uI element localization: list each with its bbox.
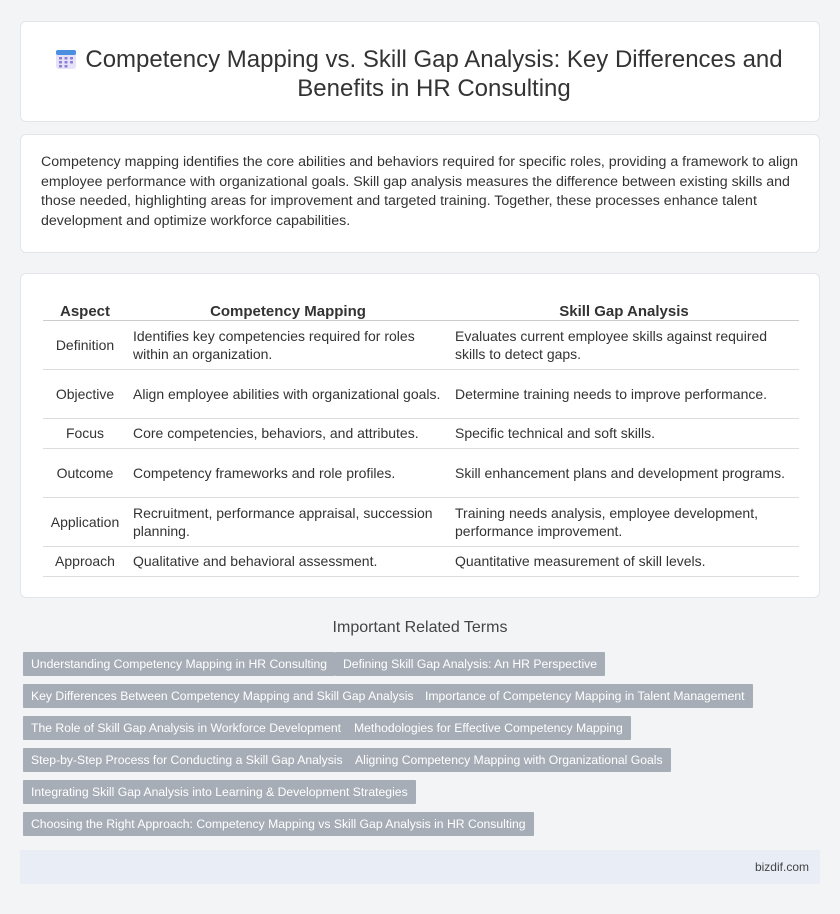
table-row — [43, 418, 799, 448]
related-term-link[interactable]: Integrating Skill Gap Analysis into Learning & Development Strategies — [23, 780, 416, 804]
competency-cell: Competency frameworks and role profiles. — [127, 448, 449, 497]
aspect-cell: Definition — [43, 320, 127, 369]
related-term-link[interactable]: Step-by-Step Process for Conducting a Skill Gap Analysis — [23, 748, 351, 772]
skill-gap-cell: Evaluates current employee skills against required skills to detect gaps. — [449, 320, 799, 369]
related-term-link[interactable]: Importance of Competency Mapping in Talent Management — [417, 684, 753, 708]
table-header-row — [43, 296, 799, 320]
header-aspect: Aspect — [43, 296, 127, 320]
aspect-cell: Approach — [43, 546, 127, 576]
intro-paragraph: Competency mapping identifies the core abilities and behaviors required for specific roles, providing a framework to align employee performance with organizational goals. Skill gap analysis measures the difference between existing skills and those needed, highlighting areas for improvement and targeted training. Together, these processes enhance talent development and optimize workforce capabilities. — [41, 154, 799, 229]
title-card — [20, 21, 820, 122]
skill-gap-cell: Training needs analysis, employee development, performance improvement. — [449, 497, 799, 546]
table-row — [43, 497, 799, 546]
related-term-link[interactable]: Methodologies for Effective Competency Mapping — [346, 716, 631, 740]
competency-cell: Recruitment, performance appraisal, succession planning. — [127, 497, 449, 546]
competency-cell: Identifies key competencies required for roles within an organization. — [127, 320, 449, 369]
skill-gap-cell: Quantitative measurement of skill levels. — [449, 546, 799, 576]
comparison-table-card — [20, 273, 820, 598]
table-row — [43, 369, 799, 418]
header-skill-gap-analysis: Skill Gap Analysis — [449, 296, 799, 320]
footer-bar — [20, 850, 820, 884]
aspect-cell: Outcome — [43, 448, 127, 497]
related-terms-heading: Important Related Terms — [332, 619, 508, 636]
related-term-link[interactable]: Choosing the Right Approach: Competency Mapping vs Skill Gap Analysis in HR Consulting — [23, 812, 534, 836]
competency-cell: Core competencies, behaviors, and attributes. — [127, 418, 449, 448]
aspect-cell: Focus — [43, 418, 127, 448]
table-row — [43, 448, 799, 497]
skill-gap-cell: Determine training needs to improve performance. — [449, 369, 799, 418]
related-term-link[interactable]: Key Differences Between Competency Mapping and Skill Gap Analysis — [23, 684, 422, 708]
skill-gap-cell: Skill enhancement plans and development programs. — [449, 448, 799, 497]
skill-gap-cell: Specific technical and soft skills. — [449, 418, 799, 448]
table-row — [43, 320, 799, 369]
related-term-link[interactable]: Aligning Competency Mapping with Organizational Goals — [347, 748, 671, 772]
related-term-link[interactable]: The Role of Skill Gap Analysis in Workforce Development — [23, 716, 349, 740]
competency-cell: Qualitative and behavioral assessment. — [127, 546, 449, 576]
competency-cell: Align employee abilities with organizational goals. — [127, 369, 449, 418]
aspect-cell: Objective — [43, 369, 127, 418]
table-row — [43, 546, 799, 576]
related-term-link[interactable]: Defining Skill Gap Analysis: An HR Perspective — [335, 652, 605, 676]
intro-card — [20, 134, 820, 253]
header-competency-mapping: Competency Mapping — [127, 296, 449, 320]
comparison-table — [43, 296, 799, 577]
page-title: Competency Mapping vs. Skill Gap Analysis: Key Differences and Benefits in HR Consulting — [85, 46, 783, 102]
aspect-cell: Application — [43, 497, 127, 546]
related-term-link[interactable]: Understanding Competency Mapping in HR Consulting — [23, 652, 335, 676]
footer-site-link[interactable]: bizdif.com — [754, 860, 809, 874]
